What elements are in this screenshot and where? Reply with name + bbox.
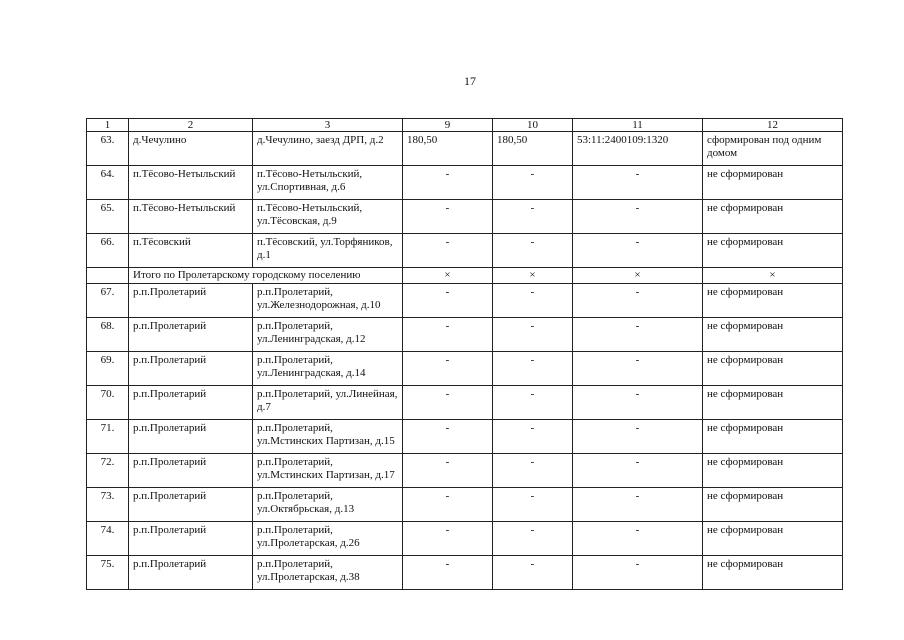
column-header: 2 bbox=[129, 119, 253, 132]
row-number: 67. bbox=[87, 284, 129, 318]
table-row bbox=[87, 200, 843, 234]
cell-col9: - bbox=[403, 284, 493, 318]
column-header: 11 bbox=[573, 119, 703, 132]
cell-col12: × bbox=[703, 268, 843, 284]
cell-col10: - bbox=[493, 420, 573, 454]
cell-col12: не сформирован bbox=[703, 522, 843, 556]
cell-col12: не сформирован bbox=[703, 488, 843, 522]
locality-cell: р.п.Пролетарий bbox=[129, 284, 253, 318]
header-row bbox=[87, 119, 843, 132]
address-cell: р.п.Пролетарий, ул.Ленинградская, д.12 bbox=[253, 318, 403, 352]
cell-col12: не сформирован bbox=[703, 200, 843, 234]
row-number: 73. bbox=[87, 488, 129, 522]
cell-col10: - bbox=[493, 234, 573, 268]
table-row bbox=[87, 420, 843, 454]
table-row bbox=[87, 318, 843, 352]
cell-col11: - bbox=[573, 420, 703, 454]
cell-col9: × bbox=[403, 268, 493, 284]
cell-col12: не сформирован bbox=[703, 234, 843, 268]
address-cell: д.Чечулино, заезд ДРП, д.2 bbox=[253, 132, 403, 166]
cell-col11: - bbox=[573, 454, 703, 488]
cell-col9: - bbox=[403, 522, 493, 556]
cell-col12: не сформирован bbox=[703, 420, 843, 454]
cell-col10: - bbox=[493, 556, 573, 590]
cell-col10: - bbox=[493, 200, 573, 234]
cell-col11: - bbox=[573, 234, 703, 268]
housing-table bbox=[86, 118, 843, 590]
row-number: 70. bbox=[87, 386, 129, 420]
row-number: 72. bbox=[87, 454, 129, 488]
cell-col9: - bbox=[403, 166, 493, 200]
cell-col11: - bbox=[573, 284, 703, 318]
locality-cell: р.п.Пролетарий bbox=[129, 522, 253, 556]
cell-col9: - bbox=[403, 200, 493, 234]
address-cell: п.Тёсовский, ул.Торфяников, д.1 bbox=[253, 234, 403, 268]
cell-col10: - bbox=[493, 488, 573, 522]
locality-cell: р.п.Пролетарий bbox=[129, 352, 253, 386]
row-number: 71. bbox=[87, 420, 129, 454]
cell-col10: - bbox=[493, 386, 573, 420]
cell-col12: не сформирован bbox=[703, 352, 843, 386]
table-row bbox=[87, 488, 843, 522]
cell-col10: - bbox=[493, 318, 573, 352]
cell-col12: не сформирован bbox=[703, 386, 843, 420]
column-header: 12 bbox=[703, 119, 843, 132]
cell-col9: - bbox=[403, 318, 493, 352]
address-cell: п.Тёсово-Нетыльский, ул.Спортивная, д.6 bbox=[253, 166, 403, 200]
cell-col9: - bbox=[403, 352, 493, 386]
address-cell: р.п.Пролетарий, ул.Пролетарская, д.26 bbox=[253, 522, 403, 556]
table-row bbox=[87, 556, 843, 590]
row-number: 75. bbox=[87, 556, 129, 590]
column-header: 1 bbox=[87, 119, 129, 132]
row-number: 66. bbox=[87, 234, 129, 268]
cell-col12: не сформирован bbox=[703, 166, 843, 200]
cell-col9: - bbox=[403, 420, 493, 454]
cell-col12: не сформирован bbox=[703, 454, 843, 488]
cell-col10: - bbox=[493, 352, 573, 386]
empty-cell bbox=[87, 268, 129, 284]
locality-cell: п.Тёсово-Нетыльский bbox=[129, 166, 253, 200]
address-cell: р.п.Пролетарий, ул.Ленинградская, д.14 bbox=[253, 352, 403, 386]
cell-col9: - bbox=[403, 454, 493, 488]
row-number: 69. bbox=[87, 352, 129, 386]
cell-col12: не сформирован bbox=[703, 556, 843, 590]
cell-col11: - bbox=[573, 522, 703, 556]
cell-col9: 180,50 bbox=[403, 132, 493, 166]
address-cell: р.п.Пролетарий, ул.Октябрьская, д.13 bbox=[253, 488, 403, 522]
locality-cell: р.п.Пролетарий bbox=[129, 318, 253, 352]
locality-cell: д.Чечулино bbox=[129, 132, 253, 166]
cell-col10: × bbox=[493, 268, 573, 284]
cell-col9: - bbox=[403, 386, 493, 420]
locality-cell: р.п.Пролетарий bbox=[129, 454, 253, 488]
cell-col12: не сформирован bbox=[703, 284, 843, 318]
table-row bbox=[87, 454, 843, 488]
address-cell: р.п.Пролетарий, ул.Железнодорожная, д.10 bbox=[253, 284, 403, 318]
cell-col11: - bbox=[573, 556, 703, 590]
address-cell: р.п.Пролетарий, ул.Пролетарская, д.38 bbox=[253, 556, 403, 590]
table-row bbox=[87, 386, 843, 420]
cell-col12: сформирован под одним домом bbox=[703, 132, 843, 166]
cell-col10: - bbox=[493, 166, 573, 200]
table-row bbox=[87, 234, 843, 268]
cell-col10: 180,50 bbox=[493, 132, 573, 166]
cell-col11: 53:11:2400109:1320 bbox=[573, 132, 703, 166]
cell-col11: - bbox=[573, 166, 703, 200]
page-number: 17 bbox=[464, 74, 476, 88]
cell-col11: - bbox=[573, 488, 703, 522]
locality-cell: п.Тёсово-Нетыльский bbox=[129, 200, 253, 234]
row-number: 63. bbox=[87, 132, 129, 166]
cell-col12: не сформирован bbox=[703, 318, 843, 352]
table-row bbox=[87, 522, 843, 556]
address-cell: р.п.Пролетарий, ул.Линейная, д.7 bbox=[253, 386, 403, 420]
cell-col11: × bbox=[573, 268, 703, 284]
row-number: 68. bbox=[87, 318, 129, 352]
cell-col10: - bbox=[493, 454, 573, 488]
cell-col9: - bbox=[403, 234, 493, 268]
column-header: 3 bbox=[253, 119, 403, 132]
cell-col11: - bbox=[573, 318, 703, 352]
row-number: 64. bbox=[87, 166, 129, 200]
column-header: 10 bbox=[493, 119, 573, 132]
cell-col11: - bbox=[573, 200, 703, 234]
cell-col9: - bbox=[403, 488, 493, 522]
locality-cell: р.п.Пролетарий bbox=[129, 556, 253, 590]
cell-col11: - bbox=[573, 352, 703, 386]
table-row bbox=[87, 352, 843, 386]
locality-cell: р.п.Пролетарий bbox=[129, 488, 253, 522]
cell-col10: - bbox=[493, 522, 573, 556]
address-cell: п.Тёсово-Нетыльский, ул.Тёсовская, д.9 bbox=[253, 200, 403, 234]
address-cell: р.п.Пролетарий, ул.Мстинских Партизан, д.17 bbox=[253, 454, 403, 488]
table-row bbox=[87, 132, 843, 166]
row-number: 74. bbox=[87, 522, 129, 556]
row-number: 65. bbox=[87, 200, 129, 234]
locality-cell: р.п.Пролетарий bbox=[129, 420, 253, 454]
locality-cell: п.Тёсовский bbox=[129, 234, 253, 268]
locality-cell: р.п.Пролетарий bbox=[129, 386, 253, 420]
address-cell: р.п.Пролетарий, ул.Мстинских Партизан, д.15 bbox=[253, 420, 403, 454]
total-row bbox=[87, 268, 843, 284]
total-label: Итого по Пролетарскому городскому поселению bbox=[129, 268, 403, 284]
table-row bbox=[87, 166, 843, 200]
column-header: 9 bbox=[403, 119, 493, 132]
cell-col10: - bbox=[493, 284, 573, 318]
cell-col9: - bbox=[403, 556, 493, 590]
cell-col11: - bbox=[573, 386, 703, 420]
table-row bbox=[87, 284, 843, 318]
